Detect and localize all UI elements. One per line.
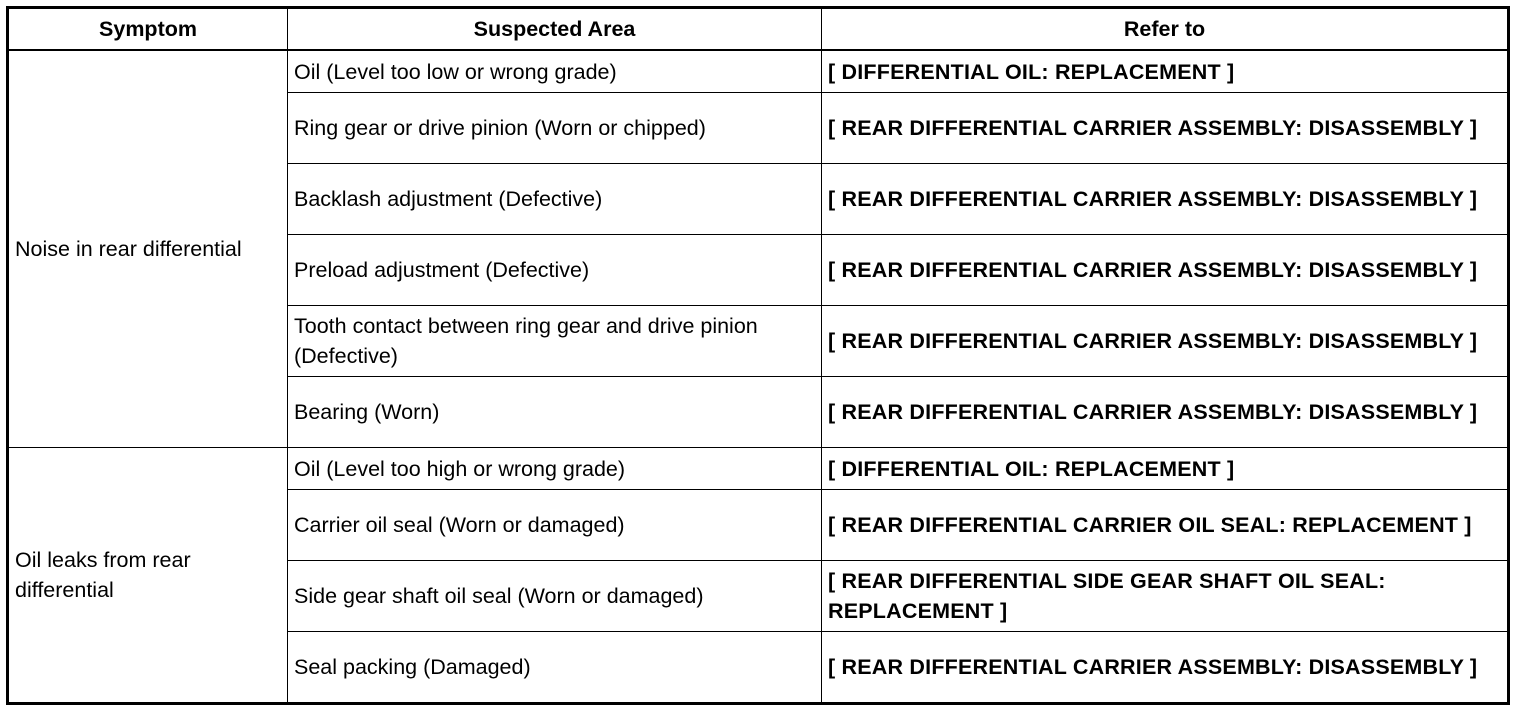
refer-to-cell: [ DIFFERENTIAL OIL: REPLACEMENT ] — [822, 448, 1509, 490]
suspected-area-cell: Backlash adjustment (Defective) — [288, 164, 822, 235]
symptom-cell: Oil leaks from rear differential — [8, 448, 288, 704]
refer-to-cell: [ REAR DIFFERENTIAL CARRIER ASSEMBLY: DISASSEMBLY ] — [822, 164, 1509, 235]
refer-to-cell: [ REAR DIFFERENTIAL CARRIER ASSEMBLY: DISASSEMBLY ] — [822, 235, 1509, 306]
refer-to-cell: [ REAR DIFFERENTIAL CARRIER ASSEMBLY: DISASSEMBLY ] — [822, 377, 1509, 448]
refer-to-cell: [ REAR DIFFERENTIAL CARRIER ASSEMBLY: DISASSEMBLY ] — [822, 306, 1509, 377]
table-row — [8, 448, 1509, 490]
refer-to-cell: [ REAR DIFFERENTIAL SIDE GEAR SHAFT OIL SEAL: REPLACEMENT ] — [822, 561, 1509, 632]
suspected-area-cell: Carrier oil seal (Worn or damaged) — [288, 490, 822, 561]
suspected-area-cell: Oil (Level too low or wrong grade) — [288, 50, 822, 93]
refer-to-cell: [ REAR DIFFERENTIAL CARRIER OIL SEAL: REPLACEMENT ] — [822, 490, 1509, 561]
header-symptom: Symptom — [8, 8, 288, 51]
table-row — [8, 50, 1509, 93]
header-row — [8, 8, 1509, 51]
suspected-area-cell: Seal packing (Damaged) — [288, 632, 822, 704]
suspected-area-cell: Ring gear or drive pinion (Worn or chipped) — [288, 93, 822, 164]
header-refer-to: Refer to — [822, 8, 1509, 51]
symptom-cell: Noise in rear differential — [8, 50, 288, 448]
diagnosis-table — [6, 6, 1510, 705]
suspected-area-cell: Tooth contact between ring gear and drive pinion (Defective) — [288, 306, 822, 377]
suspected-area-cell: Side gear shaft oil seal (Worn or damaged) — [288, 561, 822, 632]
refer-to-cell: [ DIFFERENTIAL OIL: REPLACEMENT ] — [822, 50, 1509, 93]
suspected-area-cell: Preload adjustment (Defective) — [288, 235, 822, 306]
refer-to-cell: [ REAR DIFFERENTIAL CARRIER ASSEMBLY: DISASSEMBLY ] — [822, 93, 1509, 164]
refer-to-cell: [ REAR DIFFERENTIAL CARRIER ASSEMBLY: DISASSEMBLY ] — [822, 632, 1509, 704]
suspected-area-cell: Oil (Level too high or wrong grade) — [288, 448, 822, 490]
header-suspected-area: Suspected Area — [288, 8, 822, 51]
suspected-area-cell: Bearing (Worn) — [288, 377, 822, 448]
